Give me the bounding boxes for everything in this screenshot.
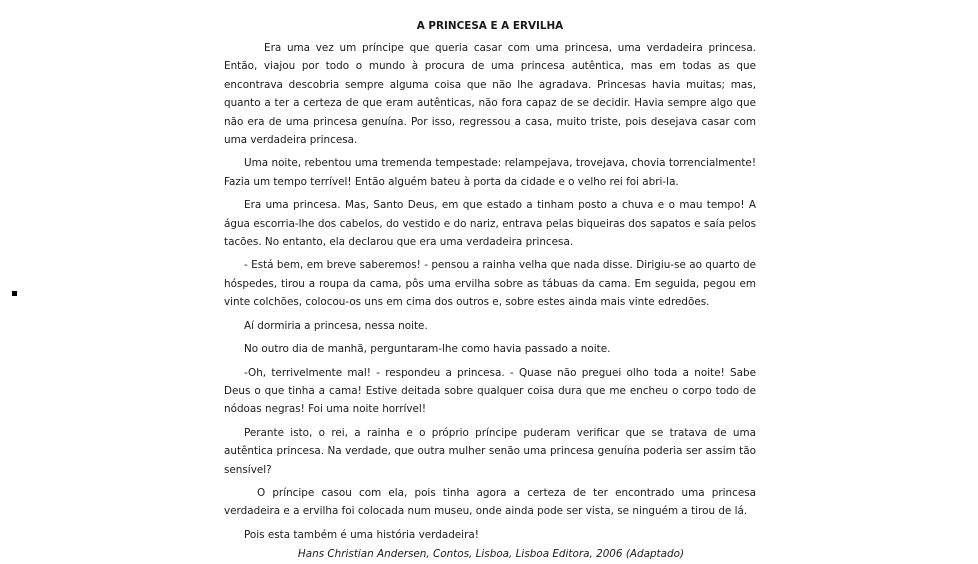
document-title: A PRINCESA E A ERVILHA [416, 20, 564, 32]
document-page [224, 14, 756, 564]
bullet-marker [12, 291, 17, 296]
paragraph-1: Era uma vez um príncipe que queria casar com uma princesa, uma verdadeira princesa. Então, viajou por todo o mundo à procura de uma princesa autêntica, mas em todas as que encontrava descobria sempre alguma coisa que não lhe agradava. Princesas havia muitas; mas, quanto a ter a certeza de que eram autênticas, não fora capaz de se decidir. Havia sempre algo que não era de uma princesa genuína. Por isso, regressou a casa, muito triste, pois desejava casar com uma verdadeira princesa. [224, 42, 756, 147]
paragraph-8: Perante isto, o rei, a rainha e o próprio príncipe puderam verificar que se tratava de uma autêntica princesa. Na verdade, que outra mulher senão uma princesa genuína poderia ser assim tão sensível? [224, 426, 756, 476]
paragraph-9: O príncipe casou com ela, pois tinha agora a certeza de ter encontrado uma princesa verdadeira e a ervilha foi colocada num museu, onde ainda pode ser vista, se ninguém a tirou de lá. [224, 486, 756, 518]
attribution: Hans Christian Andersen, Contos, Lisboa, Lisboa Editora, 2006 (Adaptado) [297, 548, 684, 561]
paragraph-10: Pois esta também é uma história verdadeira! [244, 528, 479, 541]
paragraph-2: Uma noite, rebentou uma tremenda tempestade: relampejava, trovejava, chovia torrencialmente! Fazia um tempo terrível! Então alguém bateu à porta da cidade e o velho rei foi abri-la. [224, 157, 756, 188]
paragraph-6: No outro dia de manhã, perguntaram-lhe como havia passado a noite. [244, 343, 611, 356]
paragraph-3: Era uma princesa. Mas, Santo Deus, em que estado a tinham posto a chuva e o mau tempo! A água escorria-lhe dos cabelos, do vestido e do nariz, entrava pelas biqueiras dos sapatos e saía pelos tacões. No entanto, ela declarou que era uma verdadeira princesa. [224, 199, 756, 249]
paragraph-5: Aí dormiria a princesa, nessa noite. [244, 319, 428, 332]
paragraph-7: -Oh, terrivelmente mal! - respondeu a princesa. - Quase não preguei olho toda a noite! Sabe Deus o que tinha a cama! Estive deitada sobre qualquer coisa dura que me encheu o corpo todo de nódoas negras! Foi uma noite horrível! [224, 366, 756, 416]
paragraph-4: - Está bem, em breve saberemos! - pensou a rainha velha que nada disse. Dirigiu-se ao quarto de hóspedes, tirou a roupa da cama, pôs uma ervilha sobre as tábuas da cama. Em seguida, pegou em vinte colchões, colocou-os uns em cima dos outros e, sobre estes ainda mais vinte edredões. [224, 259, 756, 309]
